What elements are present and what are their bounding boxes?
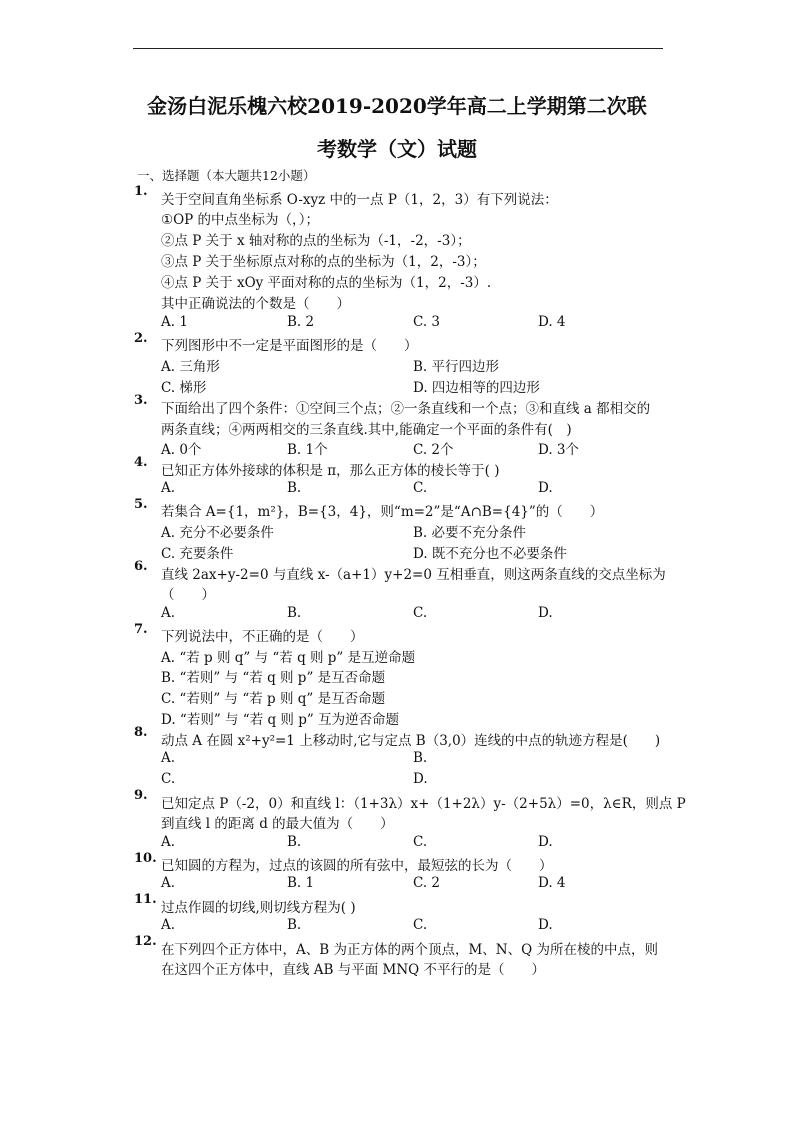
- question-text: ④点 P 关于 xOy 平面对称的点的坐标为（1，2，-3）.: [161, 275, 492, 291]
- question-text: D. “若则” 与 “若 q 则 p” 互为逆否命题: [161, 712, 400, 728]
- question-number: 12.: [134, 934, 157, 949]
- option-a: A. 充分不必要条件: [161, 525, 274, 541]
- option-c: C.: [413, 605, 428, 621]
- option-b: B.: [287, 834, 302, 850]
- option-a: A.: [161, 917, 176, 933]
- option-a: A.: [161, 480, 176, 496]
- option-d: D. 3个: [538, 442, 580, 458]
- section-heading: 一、选择题（本大题共12小题）: [137, 168, 316, 183]
- question-text: 关于空间直角坐标系 O-xyz 中的一点 P（1，2，3）有下列说法：: [161, 192, 558, 208]
- question-text: 在下列四个正方体中，A、B 为正方体的两个顶点，M、N、Q 为所在棱的中点，则: [161, 942, 658, 958]
- question-number: 5.: [134, 497, 148, 512]
- option-b: B. 1个: [287, 442, 328, 458]
- question-text: 下面给出了四个条件：①空间三个点；②一条直线和一个点；③和直线 a 都相交的: [161, 401, 651, 417]
- option-d: D.: [538, 834, 553, 850]
- option-b: B.: [287, 917, 302, 933]
- question-text: 动点 A 在圆 x²+y²=1 上移动时,它与定点 B（3,0）连线的中点的轨迹方程是( ): [161, 733, 661, 749]
- option-c: C. 3: [413, 314, 441, 330]
- option-c: C. 梯形: [161, 380, 207, 396]
- option-c: C.: [413, 480, 428, 496]
- question-text: 下列图形中不一定是平面图形的是（ ）: [161, 338, 418, 354]
- question-number: 2.: [134, 331, 148, 346]
- question-number: 8.: [134, 725, 148, 740]
- question-text: 过点作圆的切线,则切线方程为( ): [161, 900, 356, 916]
- question-text: ①OP 的中点坐标为（，）；: [161, 212, 320, 228]
- option-b: B. 平行四边形: [413, 359, 500, 375]
- option-a: A. 三角形: [161, 359, 220, 375]
- question-text: 直线 2ax+y-2=0 与直线 x-（a+1）y+2=0 互相垂直，则这两条直线的交点坐标为: [161, 567, 666, 583]
- page-title-line1: 金汤白泥乐槐六校2019-2020学年高二上学期第二次联: [147, 94, 647, 118]
- question-number: 3.: [134, 393, 148, 408]
- question-text: ③点 P 关于坐标原点对称的点的坐标为（1，2，-3）；: [161, 254, 486, 270]
- option-c: C.: [161, 771, 176, 787]
- option-a: A.: [161, 875, 176, 891]
- option-d: D.: [413, 771, 428, 787]
- question-text: 已知圆的方程为，过点的该圆的所有弦中，最短弦的长为（ ）: [161, 858, 553, 874]
- question-text: 若集合 A={1，m²}，B={3，4}，则“m=2”是“A∩B={4}”的（ ）: [161, 504, 604, 520]
- option-d: D. 既不充分也不必要条件: [413, 546, 567, 562]
- option-d: D.: [538, 605, 553, 621]
- option-b: B.: [413, 750, 428, 766]
- question-number: 7.: [134, 622, 148, 637]
- question-text: 已知定点 P（-2，0）和直线 l：（1+3λ）x+（1+2λ）y-（2+5λ）=0，λ∈R，则点 P: [161, 796, 686, 812]
- option-c: C. 充要条件: [161, 546, 234, 562]
- option-c: C. 2: [413, 875, 441, 891]
- option-d: D.: [538, 480, 553, 496]
- option-b: B.: [287, 605, 302, 621]
- question-text: 到直线 l 的距离 d 的最大值为（ ）: [161, 816, 394, 832]
- header-rule: [133, 48, 663, 49]
- option-b: B. 2: [287, 314, 315, 330]
- option-c: C.: [413, 834, 428, 850]
- option-b: B.: [287, 480, 302, 496]
- option-b: B. 必要不充分条件: [413, 525, 527, 541]
- option-a: A.: [161, 605, 176, 621]
- question-text: 下列说法中，不正确的是（ ）: [161, 629, 364, 645]
- question-text: 在这四个正方体中，直线 AB 与平面 MNQ 不平行的是（ ）: [161, 962, 546, 978]
- question-number: 1.: [134, 184, 148, 199]
- option-c: C.: [413, 917, 428, 933]
- option-a: A.: [161, 834, 176, 850]
- question-text: 两条直线；④两两相交的三条直线.其中,能确定一个平面的条件有( ): [161, 422, 572, 438]
- option-d: D. 4: [538, 875, 566, 891]
- page-title-line2: 考数学（文）试题: [317, 137, 477, 161]
- option-a: A.: [161, 750, 176, 766]
- option-d: D. 4: [538, 314, 566, 330]
- question-number: 9.: [134, 788, 148, 803]
- question-text: 已知正方体外接球的体积是 π，那么正方体的棱长等于( ): [161, 463, 500, 479]
- option-b: B. 1: [287, 875, 315, 891]
- question-text: 其中正确说法的个数是（ ）: [161, 296, 350, 312]
- option-c: C. 2个: [413, 442, 454, 458]
- option-a: A. 0个: [161, 442, 202, 458]
- question-number: 10.: [134, 851, 157, 866]
- question-text: ②点 P 关于 x 轴对称的点的坐标为（-1，-2，-3）；: [161, 233, 471, 249]
- question-text: A. “若 p 则 q” 与 “若 q 则 p” 是互逆命题: [161, 650, 416, 666]
- option-d: D. 四边相等的四边形: [413, 380, 540, 396]
- option-a: A. 1: [161, 314, 188, 330]
- question-number: 4.: [134, 455, 148, 470]
- question-text: B. “若则” 与 “若 q 则 p” 是互否命题: [161, 670, 386, 686]
- question-text: C. “若则” 与 “若 p 则 q” 是互否命题: [161, 691, 386, 707]
- question-text: （ ）: [161, 587, 215, 603]
- question-number: 6.: [134, 559, 148, 574]
- question-number: 11.: [134, 892, 157, 907]
- option-d: D.: [538, 917, 553, 933]
